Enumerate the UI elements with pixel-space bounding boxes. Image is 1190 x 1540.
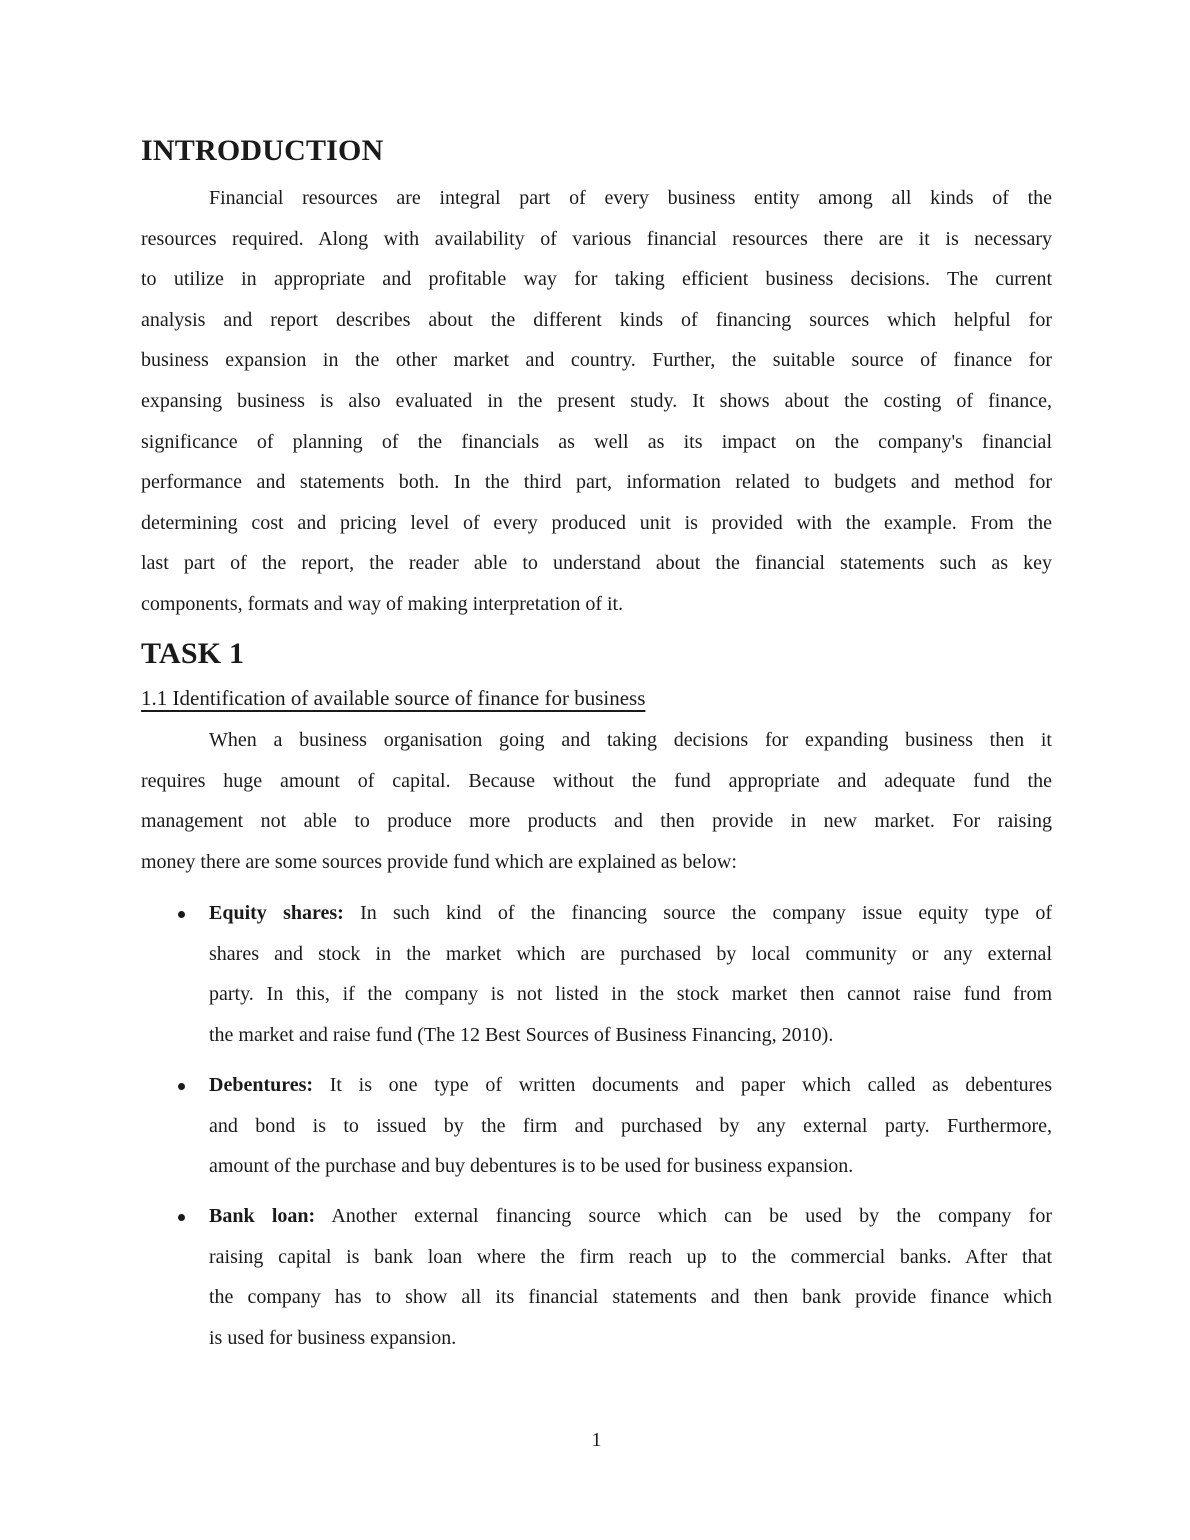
bullet-text (209, 1065, 1052, 1187)
bullet-item-equity-shares (141, 893, 1052, 1055)
text-line: money there are some sources provide fund which are explained as below: (141, 850, 737, 873)
bullet-icon (178, 911, 185, 918)
bullet-icon (178, 1214, 185, 1221)
bullet-item-bank-loan (141, 1196, 1052, 1358)
bullet-text (209, 893, 1052, 1055)
text-line: expansing business is also evaluated in the present study. It shows about the costing of finance, (141, 389, 1052, 412)
text-line: performance and statements both. In the third part, information related to budgets and method for (141, 471, 1052, 494)
text-line: significance of planning of the financials as well as its impact on the company's financial (141, 430, 1052, 453)
task1-heading: TASK 1 (141, 637, 245, 670)
text-line: amount of the purchase and buy debentures is to be used for business expansion. (209, 1155, 854, 1178)
text-line: Debentures: It is one type of written documents and paper which called as debentures (209, 1074, 1052, 1096)
text-line: is used for business expansion. (209, 1326, 457, 1349)
text-line: and bond is to issued by the firm and purchased by any external party. Furthermore, (209, 1114, 1052, 1137)
text-line: business expansion in the other market and country. Further, the suitable source of finance for (141, 349, 1052, 372)
text-line: the market and raise fund (The 12 Best Sources of Business Financing, 2010). (209, 1023, 834, 1046)
text-line: analysis and report describes about the different kinds of financing sources which helpful for (141, 308, 1052, 331)
bullet-lead: Debentures: (209, 1074, 314, 1096)
text-line: When a business organisation going and taking decisions for expanding business then it (209, 729, 1052, 751)
page-number: 1 (591, 1429, 602, 1451)
intro-heading: INTRODUCTION (141, 134, 384, 167)
text-line: Equity shares: In such kind of the financing source the company issue equity type of (209, 902, 1052, 924)
bullet-lead: Equity shares: (209, 902, 344, 924)
page-content (141, 0, 1052, 1540)
intro-paragraph (141, 178, 1052, 625)
text-line: to utilize in appropriate and profitable way for taking efficient business decisions. The current (141, 268, 1052, 291)
bullet-text (209, 1196, 1052, 1358)
text-line: raising capital is bank loan where the firm reach up to the commercial banks. After that (209, 1245, 1052, 1268)
text-line: resources required. Along with availability of various financial resources there are it is necessary (141, 227, 1052, 250)
text-line: components, formats and way of making interpretation of it. (141, 592, 624, 615)
bullet-item-debentures (141, 1065, 1052, 1187)
text-line: requires huge amount of capital. Because without the fund appropriate and adequate fund the (141, 769, 1052, 792)
text-line: management not able to produce more products and then provide in new market. For raising (141, 810, 1052, 833)
text-line: Bank loan: Another external financing source which can be used by the company for (209, 1205, 1052, 1227)
task1-paragraph (141, 720, 1052, 882)
text-line: last part of the report, the reader able to understand about the financial statements such as key (141, 552, 1052, 575)
bullet-icon (178, 1083, 185, 1090)
text-line: determining cost and pricing level of every produced unit is provided with the example. From the (141, 511, 1052, 534)
bullet-lead: Bank loan: (209, 1205, 316, 1227)
text-line: the company has to show all its financial statements and then bank provide finance which (209, 1286, 1052, 1309)
text-line: Financial resources are integral part of every business entity among all kinds of the (209, 187, 1052, 209)
subsection-1-1-heading: 1.1 Identification of available source of finance for business (141, 686, 646, 710)
text-line: party. In this, if the company is not listed in the stock market then cannot raise fund from (209, 983, 1052, 1006)
text-line: shares and stock in the market which are purchased by local community or any external (209, 942, 1052, 965)
